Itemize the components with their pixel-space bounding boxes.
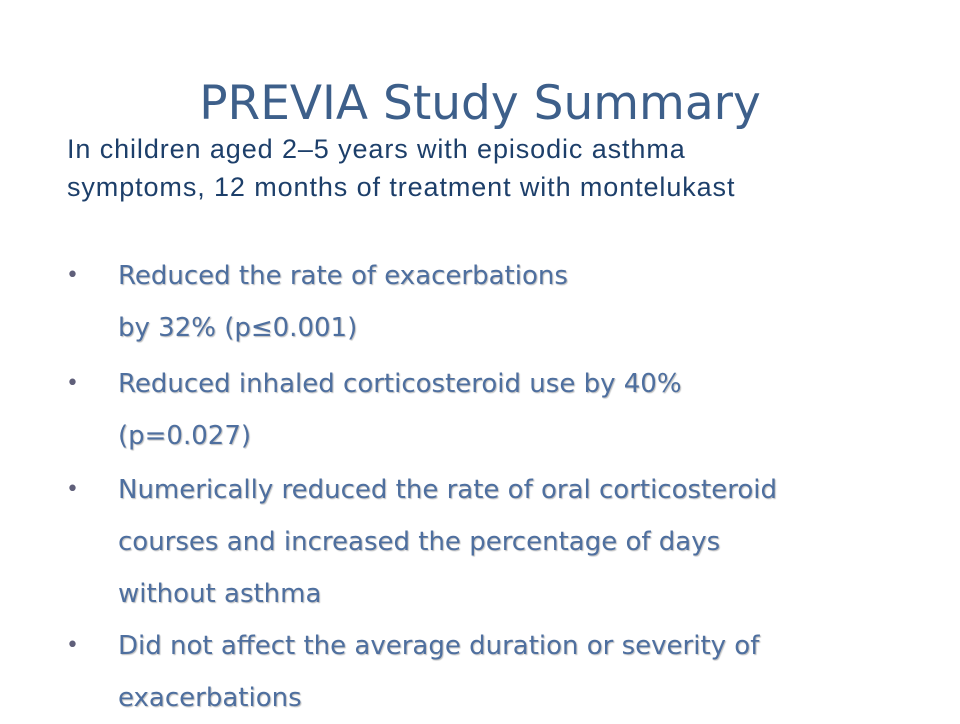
bullet-dot-icon: • (66, 633, 79, 658)
bullet-line: exacerbations (118, 683, 302, 713)
bullet-line: by 32% (p≤0.001) (118, 313, 358, 343)
bullet-dot-icon: • (66, 477, 79, 502)
bullet-line: Did not affect the average duration or severity of (118, 631, 760, 661)
bullet-text (118, 620, 918, 724)
bullet-text (118, 464, 918, 620)
bullet-line: without asthma (118, 579, 322, 609)
slide-title: PREVIA Study Summary (199, 76, 761, 132)
bullet-line: Reduced the rate of exacerbations (118, 261, 568, 291)
bullet-line: Numerically reduced the rate of oral corticosteroid (118, 475, 778, 505)
bullet-text (118, 358, 918, 462)
bullet-line: courses and increased the percentage of days (118, 527, 721, 557)
bullet-dot-icon: • (66, 263, 79, 288)
bullet-line: (p=0.027) (118, 421, 252, 451)
subtitle-line: In children aged 2–5 years with episodic asthma (67, 134, 686, 164)
bullet-text (118, 250, 918, 354)
subtitle-line: symptoms, 12 months of treatment with montelukast (67, 172, 736, 202)
bullet-line: Reduced inhaled corticosteroid use by 40% (118, 369, 682, 399)
bullet-dot-icon: • (66, 371, 79, 396)
